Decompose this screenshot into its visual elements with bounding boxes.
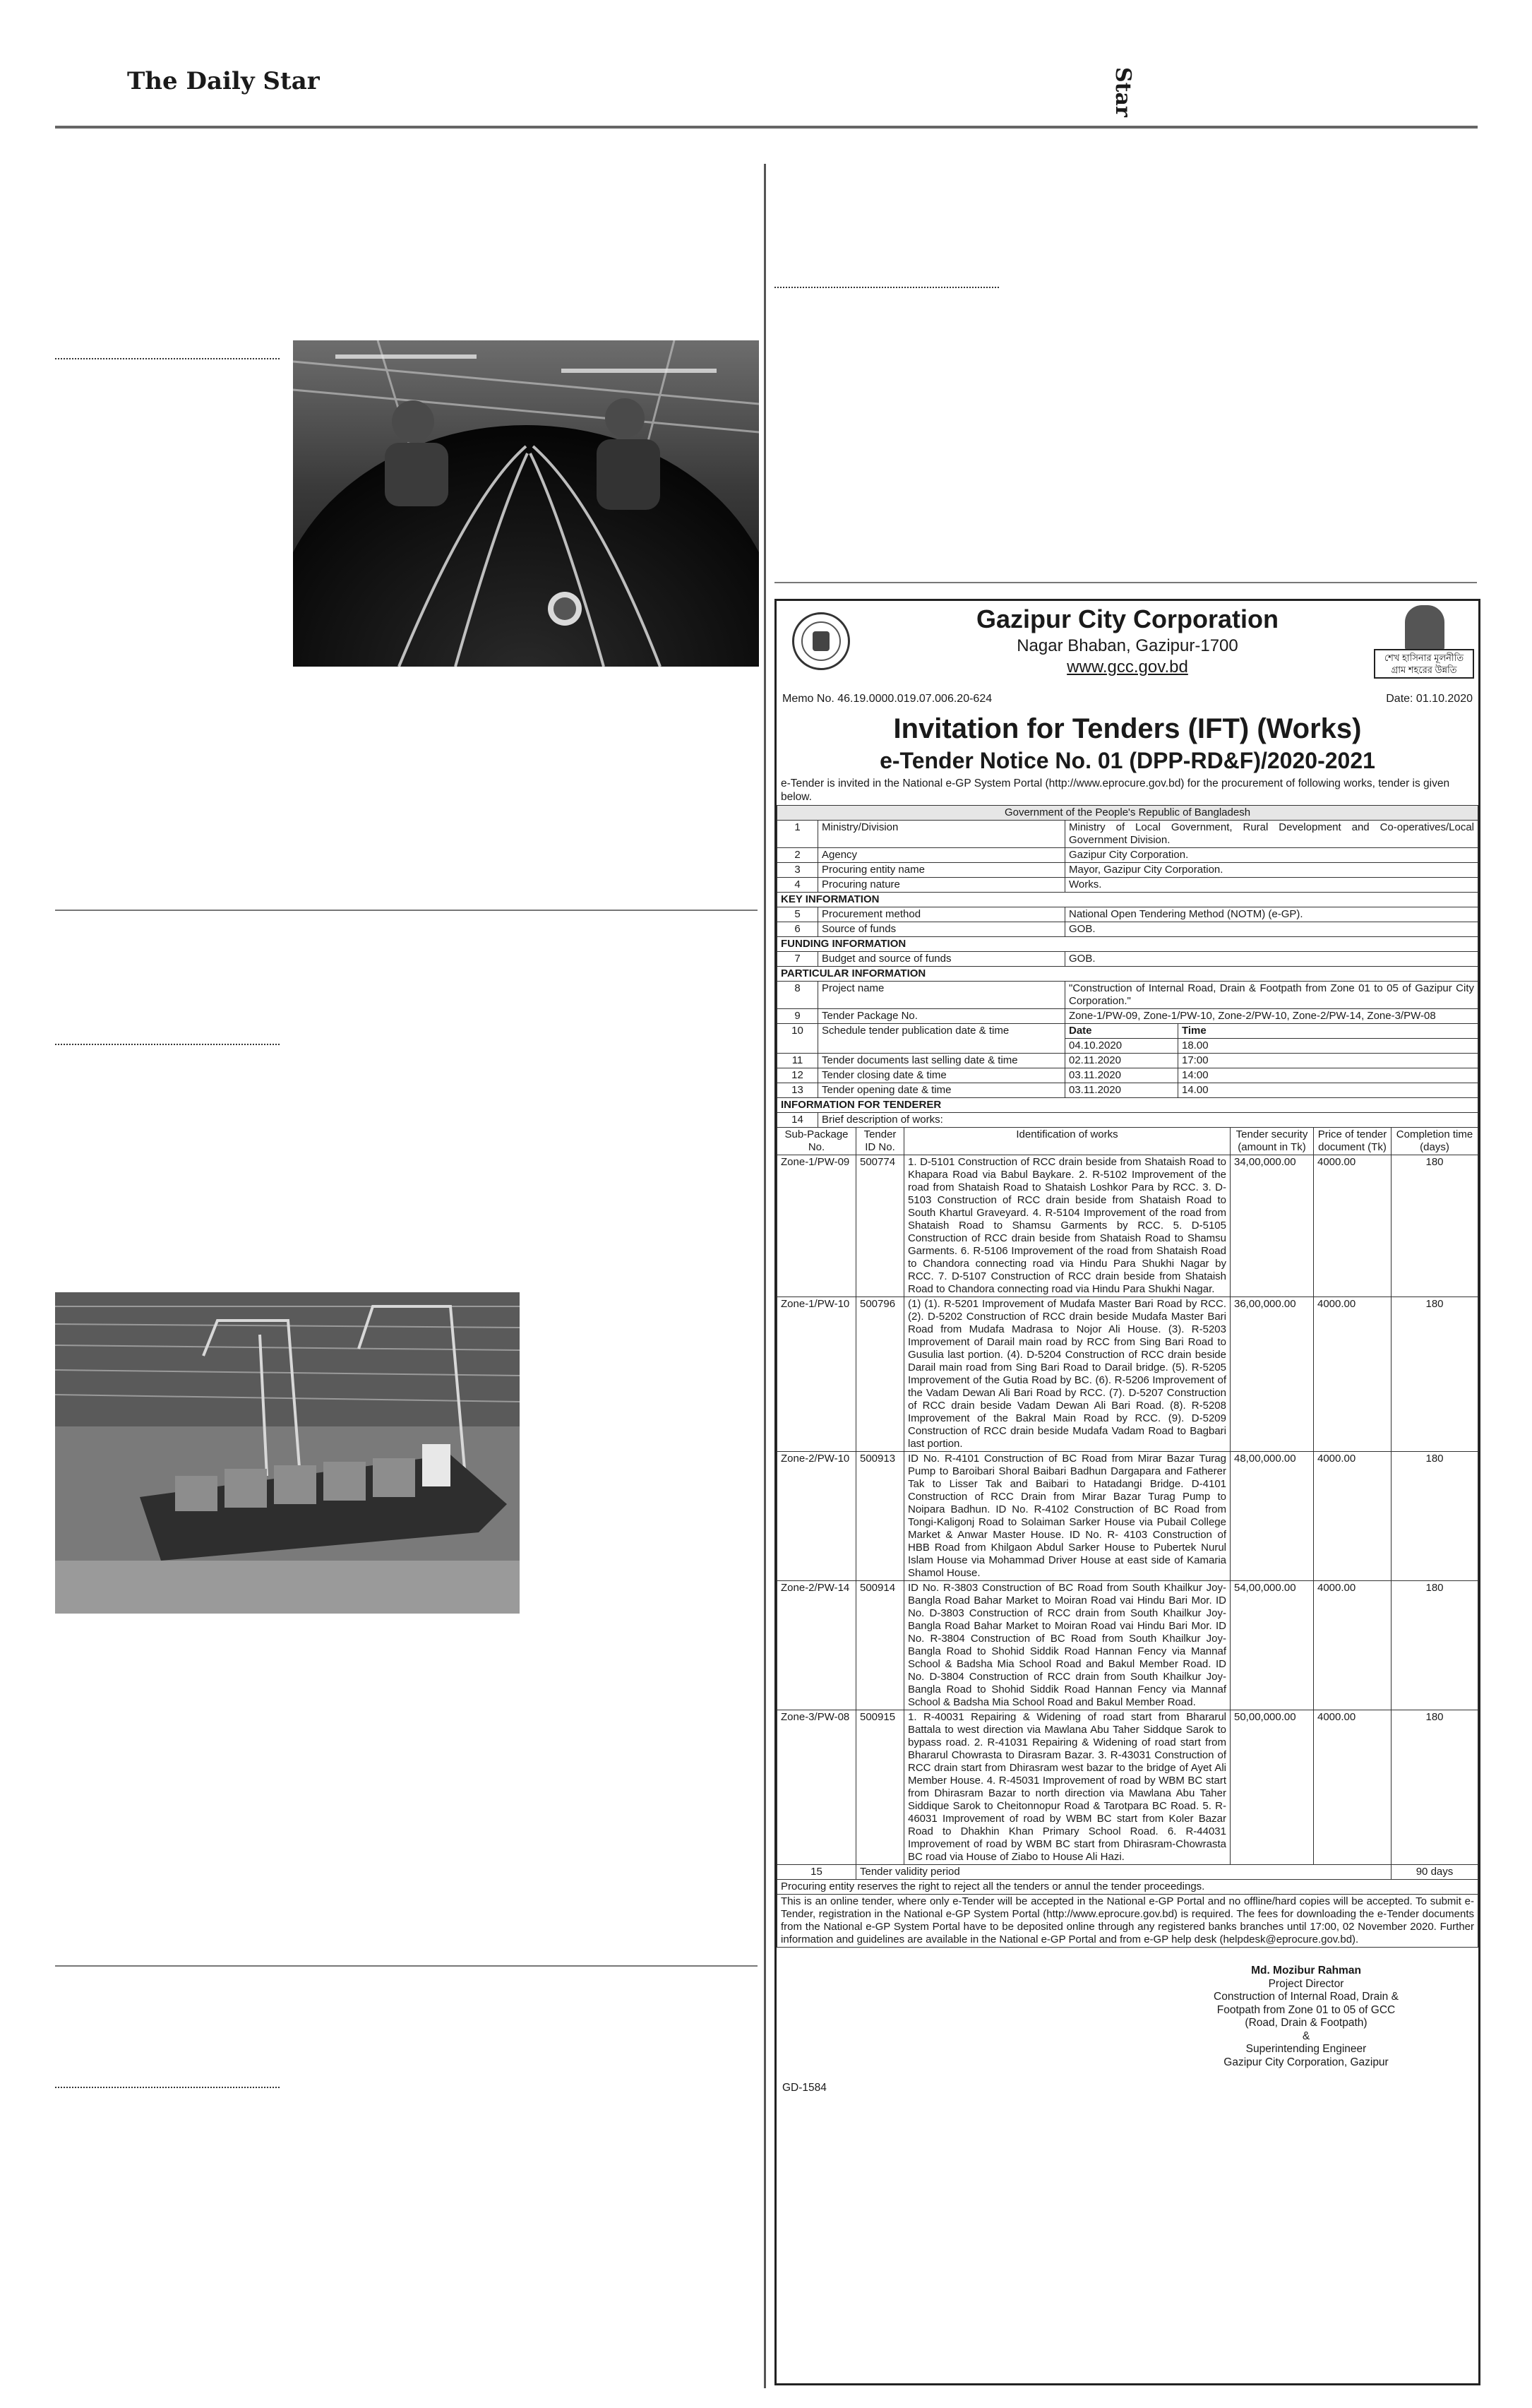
notice-intro: e-Tender is invited in the National e-GP System Portal (http://www.eprocure.gov.bd) for the procurement of following works, tender is given below. [781, 777, 1450, 803]
org-name: Gazipur City Corporation [976, 604, 1279, 633]
table-row: 6 Source of funds GOB. [777, 922, 1478, 937]
table-row: Zone-2/PW-14 500914 ID No. R-3803 Construction of BC Road from South Khailkur Joy-Bangla Road Bahar Market to Moiran Road vai Hindu Bari Mor. ID No. D-3803 Construction of RCC drain from South Khailkur Joy-Bangla Road Bahar Market to Moiran Road vai Hindu Bari Mor. ID No. R-3804 Construction of BC Road from South Khailkur Joy-Bangla Road to Shohid Siddik Road Hannan Fency via Mannaf School & Badsha Mia School Road and Bakul Member Road. ID No. D-3804 Construction of RCC drain from South Khailkur Joy-Bangla Road to Shohid Siddik Road Hannan Fency via Mannaf School & Badsha Mia School Road and Bakul Member Road. 54,00,000.00 4000.00 180 [777, 1581, 1478, 1710]
container-port-photo [55, 1292, 520, 1614]
signatory-line: Project Director [1268, 1977, 1344, 1990]
table-row: 15 Tender validity period 90 days [777, 1865, 1478, 1880]
dotted-rule [55, 2087, 280, 2088]
tender-notice [774, 599, 1480, 2385]
slogan-line1: শেখ হাসিনার মূলনীতি [1384, 652, 1464, 663]
table-row: 8 Project name "Construction of Internal Road, Drain & Footpath from Zone 01 to 05 of Gazipur City Corporation." [777, 982, 1478, 1009]
table-row: Zone-2/PW-10 500913 ID No. R-4101 Construction of BC Road from Mirar Bazar Turag Pump to Baroibari Shoral Baibari Badhun Dargapara and Fatherer Tak to Lisser Tak and Baibari to Hatadangi Bridge. D-4101 Construction of RCC Drain from Mirar Bazar Turag Pump to Noipara Badhun. ID No. R-4102 Construction of BC Road from Tongi-Kaligonj Road to Solaiman Sarker House via Pubail College Market & Anwar Master House. ID No. R- 4103 Construction of HBB Road from Khilgaon Abdul Sarker House to Pubertek Nurul Islam House via Mohammad Driver House at east side of Kamaria Shamol House. 48,00,000.00 4000.00 180 [777, 1452, 1478, 1581]
notice-title: Invitation for Tenders (IFT) (Works) [893, 713, 1362, 744]
online-note: This is an online tender, where only e-Tender will be accepted in the National e-GP Portal and no offline/hard copies will be accepted. To submit e-Tender, registration in the National e-GP System Portal (http://www.eprocure.gov.bd) is required. The fees for downloading the e-Tender documents from the National e-GP System Portal have to be deposited online through any registered banks branches until 17:00, 02 November 2020. Further information and guidelines are available in the National e-GP Portal and from e-GP help desk (helpdesk@eprocure.gov.bd). [777, 1895, 1478, 1948]
table-row: Zone-1/PW-09 500774 1. D-5101 Construction of RCC drain beside from Shataish Road to Khapara Road via Babul Baykare. 2. R-5102 Improvement of the road from Shataish Road to Shataish Loshkor Para by RCC. 3. D-5103 Construction of RCC drain beside from Shataish Road to South Khartul Graveyard. 4. R-5104 Improvement of the road from Shataish Road to Shamsu Garments by RCC. 5. D-5105 Construction of RCC drain beside from Shataish Road to Shamsu Garments. 6. R-5106 Improvement of the road from Shataish Road to Chandora connecting road via Hindu Para Shukhi Nagar by RCC. 7. D-5107 Construction of RCC drain beside from Shataish Road to Chandora connecting road via Hindu Para Shukhi Nagar. 34,00,000.00 4000.00 180 [777, 1155, 1478, 1297]
column-divider [764, 164, 766, 2388]
reserve-note: Procuring entity reserves the right to reject all the tenders or annul the tender proceedings. [777, 1880, 1478, 1895]
works-table [777, 1127, 1478, 1948]
signatory-line: (Road, Drain & Footpath) [1245, 2017, 1368, 2029]
table-row: 13 Tender opening date & time 03.11.2020 14.00 [777, 1083, 1478, 1098]
car-assembly-photo [293, 340, 759, 667]
signatory-line: & [1302, 2029, 1310, 2042]
org-address: Nagar Bhaban, Gazipur-1700 [1017, 636, 1238, 655]
notice-subtitle: e-Tender Notice No. 01 (DPP-RD&F)/2020-2021 [880, 748, 1375, 773]
dotted-rule [55, 1044, 280, 1045]
memo-no: Memo No. 46.19.0000.019.07.006.20-624 [782, 693, 993, 705]
section-tenderer-info: INFORMATION FOR TENDERER [777, 1098, 1478, 1113]
slogan-box [1374, 649, 1474, 679]
signatory-line: Gazipur City Corporation, Gazipur [1223, 2056, 1389, 2068]
signatory-block [1172, 1965, 1440, 2069]
section-rule [55, 910, 758, 911]
signatory-name: Md. Mozibur Rahman [1251, 1965, 1361, 1977]
dotted-rule [774, 287, 999, 288]
table-row: 9 Tender Package No. Zone-1/PW-09, Zone-1/PW-10, Zone-2/PW-10, Zone-2/PW-14, Zone-3/PW-08 [777, 1009, 1478, 1024]
table-row: 3 Procuring entity name Mayor, Gazipur City Corporation. [777, 863, 1478, 878]
portrait-icon [1405, 605, 1444, 650]
table-row: 2 Agency Gazipur City Corporation. [777, 848, 1478, 863]
dotted-rule [55, 358, 280, 359]
org-website[interactable]: www.gcc.gov.bd [1067, 657, 1188, 676]
table-row: Zone-3/PW-08 500915 1. R-40031 Repairing & Widening of road start from Bhararul Battala to west direction via Mawlana Abu Taher Siddque Sarok to bypass road. 2. R-41031 Repairing & Widening of road start from Bhararul Chowrasta to Dirasram Bazar. 3. R-43031 Construction of RCC drain start from Dhirasram west bazar to the bridge of Ayet Ali Member House. 4. R-45031 Improvement of road by WBM BC start from Dhirasram Bazar to north direction via Mawlana Abu Taher Siddique Sarok to Cheitonnopur Road & Tarotpara BC Road. 5. R-46031 Improvement of road by WBM BC start from Koler Bazar Road to Dhakhin Khan Primary School Road. 6. R-44031 Improvement of road by WBM BC start from Dhirasram-Chowrasta BC road via House of Ziabo to House Ali Hazi. 50,00,000.00 4000.00 180 [777, 1710, 1478, 1865]
slogan-line2: গ্রাম শহরের উন্নতি [1391, 664, 1457, 675]
star-logo: Star [1111, 67, 1135, 117]
table-row: 5 Procurement method National Open Tendering Method (NOTM) (e-GP). [777, 907, 1478, 922]
table-row: 12 Tender closing date & time 03.11.2020 14:00 [777, 1068, 1478, 1083]
section-key-info: KEY INFORMATION [777, 893, 1478, 907]
daily-star-logo: The Daily Star [127, 67, 320, 95]
table-row: 10 Schedule tender publication date & time Date 04.10.2020 Time 18.00 [777, 1024, 1478, 1054]
section-rule [55, 1965, 758, 1967]
table-row: Zone-1/PW-10 500796 (1) (1). R-5201 Improvement of Mudafa Master Bari Road by RCC. (2). D-5202 Construction of RCC drain beside Mudafa Master Bari Road from Mudafa Madrasa to Nojor Ali House. (3). R-5203 Improvement of Darail main road by RCC from Sing Bari Road to Gusulia last portion. (4). D-5204 Construction of RCC drain beside Darail main road from Sing Bari Road to Darail bridge. (5). R-5205 Improvement of the Gutia Road by BC. (6). R-5206 Improvement of the Vadam Dewan Ali Bari Road by RCC. (7). D-5207 Construction of RCC drain beside Vadam Dewan Ali Bari Road. (8). R-5208 Improvement of the Bakral Main Road by RCC. (9). D-5209 Construction of RCC drain beside Mudafa Vadam Road to Bagbari last portion. 36,00,000.00 4000.00 180 [777, 1297, 1478, 1452]
masthead-rule [55, 126, 1478, 129]
tender-info-table [777, 805, 1478, 1128]
table-row: 11 Tender documents last selling date & time 02.11.2020 17:00 [777, 1054, 1478, 1068]
section-particular-info: PARTICULAR INFORMATION [777, 967, 1478, 982]
govt-heading: Government of the People's Republic of Bangladesh [777, 806, 1478, 821]
signatory-line: Footpath from Zone 01 to 05 of GCC [1216, 2003, 1396, 2016]
table-row: 14 Brief description of works: [777, 1113, 1478, 1128]
table-row: 7 Budget and source of funds GOB. [777, 952, 1478, 967]
signatory-line: Construction of Internal Road, Drain & [1214, 1991, 1399, 2003]
table-row: 4 Procuring nature Works. [777, 878, 1478, 893]
works-header-row: Sub-Package No. Tender ID No. Identification of works Tender security (amount in Tk) Price of tender document (Tk) Completion time (days) [777, 1128, 1478, 1155]
section-rule [774, 582, 1477, 583]
section-funding-info: FUNDING INFORMATION [777, 937, 1478, 952]
signatory-line: Superintending Engineer [1245, 2043, 1367, 2055]
ref-code: GD-1584 [782, 2082, 827, 2094]
table-row: 1 Ministry/Division Ministry of Local Government, Rural Development and Co-operatives/Local Government Division. [777, 821, 1478, 848]
notice-date: Date: 01.10.2020 [1386, 693, 1473, 705]
